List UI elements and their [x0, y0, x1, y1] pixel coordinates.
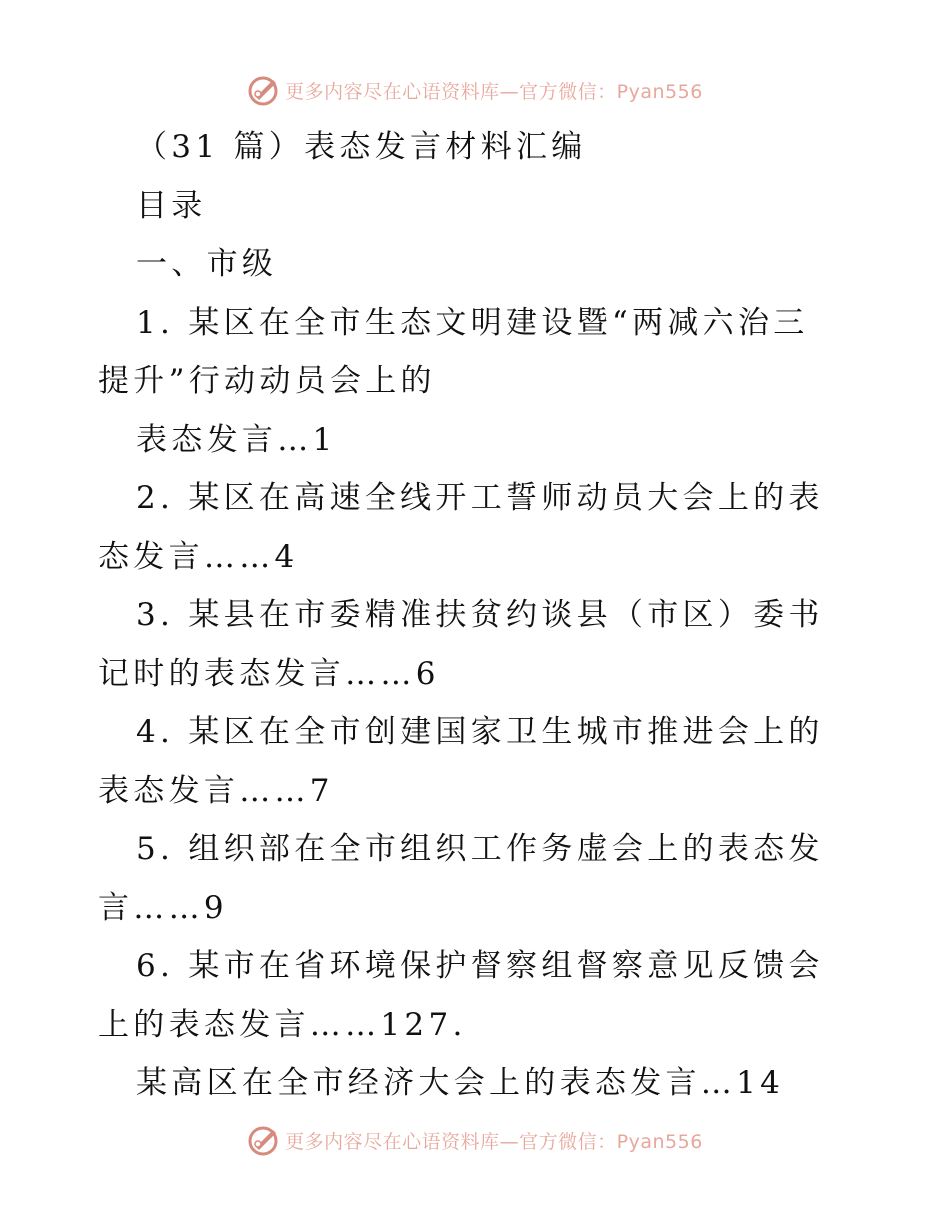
banner-text: 更多内容尽在心语资料库—官方微信：Pyan556: [285, 80, 703, 103]
toc-entry: 5. 组织部在全市组织工作务虚会上的表态发言……9: [98, 831, 824, 926]
toc-heading: 目录: [136, 187, 207, 224]
toc-entry: 某高区在全市经济大会上的表态发言…14: [136, 1065, 785, 1101]
toc-entry: 2. 某区在高速全线开工誓师动员大会上的表态发言……4: [98, 480, 824, 575]
toc-entry: 6. 某市在省环境保护督察组督察意见反馈会上的表态发言……127.: [98, 948, 824, 1043]
toc-entry: 1. 某区在全市生态文明建设暨“两减六治三提升”行动动员会上的: [98, 304, 809, 399]
toc-entry: 表态发言…1: [136, 421, 337, 458]
document-body: [98, 118, 843, 1113]
section-heading: 一、市级: [136, 246, 278, 282]
banner-text: 更多内容尽在心语资料库—官方微信：Pyan556: [285, 1130, 703, 1153]
pen-logo-icon: [247, 73, 281, 107]
footer-banner: [0, 1120, 950, 1160]
toc-entry: 3. 某县在市委精准扶贫约谈县（市区）委书记时的表态发言……6: [98, 597, 824, 692]
toc-entry: 4. 某区在全市创建国家卫生城市推进会上的表态发言……7: [98, 714, 824, 809]
document-title: （31 篇）表态发言材料汇编: [136, 129, 587, 165]
header-banner: [0, 70, 950, 110]
pen-logo-icon: [247, 1123, 281, 1157]
